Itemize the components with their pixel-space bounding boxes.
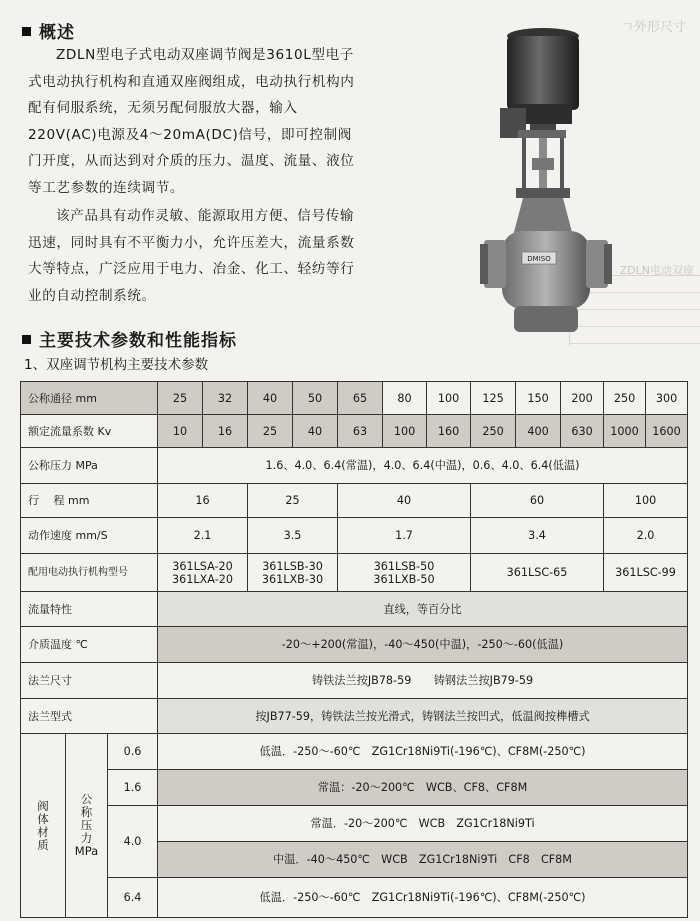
paragraph-text: 该产品具有动作灵敏、能源取用方便、信号传输迅速，同时具有不平衡力小，允许压差大，流量系数大等特点，广泛应用于电力、冶金、化工、轻纺等行业的自动控制系统。 xyxy=(28,208,355,304)
spec-table xyxy=(20,381,688,918)
row-material xyxy=(21,806,688,842)
dn-cell: 50 xyxy=(293,382,338,415)
kv-cell: 63 xyxy=(338,415,383,448)
material-desc: 常温：-20～200℃ WCB、CF8、CF8M xyxy=(158,770,688,806)
material-desc: 低温．-250～-60℃ ZG1Cr18Ni9Ti(-196℃)、CF8M(-250℃) xyxy=(158,734,688,770)
row-material xyxy=(21,734,688,770)
valve-photo xyxy=(478,26,618,341)
travel-cell: 100 xyxy=(604,484,688,518)
label-char: 材 xyxy=(37,824,49,839)
dn-cell: 32 xyxy=(203,382,248,415)
row-speed xyxy=(21,518,688,554)
label-char: 公 xyxy=(80,792,93,806)
speed-cell: 2.1 xyxy=(158,518,248,554)
bleed-caption: ZDLN电动双座 xyxy=(619,264,694,277)
actuator-model: 361LSB-30 xyxy=(262,559,323,573)
label-char: 质 xyxy=(37,837,49,852)
label-char: 阀 xyxy=(37,798,49,813)
speed-cell: 3.4 xyxy=(471,518,604,554)
label-actuator: 配用电动执行机构型号 xyxy=(21,554,158,592)
label-kv: 额定流量系数 Kv xyxy=(21,415,158,448)
material-pn: 0.6 xyxy=(108,734,158,770)
kv-cell: 40 xyxy=(293,415,338,448)
dn-cell: 80 xyxy=(383,382,427,415)
dn-cell: 150 xyxy=(516,382,561,415)
label-travel: 行 程 mm xyxy=(21,484,158,518)
flange-type-value: 按JB77-59，铸铁法兰按光滑式，铸钢法兰按凹式，低温阀按榫槽式 xyxy=(158,699,688,734)
material-desc: 常温．-20～200℃ WCB ZG1Cr18Ni9Ti xyxy=(158,806,688,842)
pn-value: 1.6、4.0、6.4(常温)，4.0、6.4(中温)，0.6、4.0、6.4(低温) xyxy=(158,448,688,484)
dn-cell: 125 xyxy=(471,382,516,415)
bullet-square-icon xyxy=(22,27,31,36)
bullet-square-icon xyxy=(22,335,31,344)
kv-cell: 160 xyxy=(427,415,471,448)
row-flange-size xyxy=(21,663,688,699)
row-material xyxy=(21,770,688,806)
row-kv xyxy=(21,415,688,448)
kv-cell: 16 xyxy=(203,415,248,448)
kv-cell: 630 xyxy=(561,415,604,448)
dn-cell: 65 xyxy=(338,382,383,415)
material-desc: 低温．-250～-60℃ ZG1Cr18Ni9Ti(-196℃)、CF8M(-250℃) xyxy=(158,878,688,918)
label-flow: 流量特性 xyxy=(21,592,158,627)
dn-cell: 100 xyxy=(427,382,471,415)
label-char: 力 xyxy=(80,831,93,845)
material-pn: 4.0 xyxy=(108,806,158,878)
kv-cell: 100 xyxy=(383,415,427,448)
label-temp: 介质温度 ℃ xyxy=(21,627,158,663)
row-pn xyxy=(21,448,688,484)
label-pn: 公称压力 MPa xyxy=(21,448,158,484)
label-char: 压 xyxy=(80,818,93,832)
paragraph-text: ZDLN型电子式电动双座调节阀是3610L型电子式电动执行机构和直通双座阀组成，电动执行机构内配有伺服系统，无须另配伺服放大器，输入220V(AC)电源及4～20mA(DC)信号，即可控制阀门开度，从而达到对介质的压力、温度、流量、液位等工艺参数的连续调节。 xyxy=(28,47,355,196)
row-flange-type xyxy=(21,699,688,734)
label-dn: 公称通径 mm xyxy=(21,382,158,415)
actuator-cell xyxy=(158,554,248,592)
row-temp xyxy=(21,627,688,663)
bleed-title: ㄱ外形尺寸 xyxy=(621,20,686,35)
actuator-model: 361LXB-30 xyxy=(261,572,324,586)
kv-cell: 1600 xyxy=(646,415,688,448)
label-speed: 动作速度 mm/S xyxy=(21,518,158,554)
actuator-cell xyxy=(248,554,338,592)
material-label xyxy=(21,734,66,918)
flow-value: 直线，等百分比 xyxy=(158,592,688,627)
kv-cell: 250 xyxy=(471,415,516,448)
heading-text: 主要技术参数和性能指标 xyxy=(39,331,237,351)
travel-cell: 40 xyxy=(338,484,471,518)
overview-paragraph-1 xyxy=(28,42,358,201)
heading-text: 概述 xyxy=(39,23,75,43)
row-material xyxy=(21,878,688,918)
kv-cell: 25 xyxy=(248,415,293,448)
travel-cell: 25 xyxy=(248,484,338,518)
actuator-cell xyxy=(338,554,471,592)
label-char: 体 xyxy=(37,811,49,826)
temp-value: -20～+200(常温)，-40～450(中温)，-250～-60(低温) xyxy=(158,627,688,663)
row-flow xyxy=(21,592,688,627)
row-actuator xyxy=(21,554,688,592)
actuator-model: 361LSB-50 xyxy=(373,559,435,573)
dn-cell: 40 xyxy=(248,382,293,415)
overview-paragraph-2 xyxy=(28,203,358,309)
label-char: MPa xyxy=(74,844,99,858)
actuator-cell: 361LSC-65 xyxy=(471,554,604,592)
actuator-cell: 361LSC-99 xyxy=(604,554,688,592)
dn-cell: 300 xyxy=(646,382,688,415)
label-flange-size: 法兰尺寸 xyxy=(21,663,158,699)
kv-cell: 400 xyxy=(516,415,561,448)
speed-cell: 1.7 xyxy=(338,518,471,554)
label-char: 称 xyxy=(80,805,93,819)
material-desc: 中温．-40～450℃ WCB ZG1Cr18Ni9Ti CF8 CF8M xyxy=(158,842,688,878)
row-dn xyxy=(21,382,688,415)
section-heading-specs xyxy=(22,326,237,351)
actuator-model: 361LXA-20 xyxy=(172,572,233,586)
flange-size-value: 铸铁法兰按JB78-59 铸钢法兰按JB79-59 xyxy=(158,663,688,699)
dn-cell: 25 xyxy=(158,382,203,415)
material-pn: 1.6 xyxy=(108,770,158,806)
valve-nameplate: DMISO xyxy=(527,255,551,263)
speed-cell: 2.0 xyxy=(604,518,688,554)
actuator-model: 361LXB-50 xyxy=(373,572,435,586)
row-travel xyxy=(21,484,688,518)
travel-cell: 60 xyxy=(471,484,604,518)
material-pn: 6.4 xyxy=(108,878,158,918)
travel-cell: 16 xyxy=(158,484,248,518)
label-flange-type: 法兰型式 xyxy=(21,699,158,734)
section-heading-overview xyxy=(22,18,75,43)
actuator-model: 361LSA-20 xyxy=(172,559,233,573)
kv-cell: 1000 xyxy=(604,415,646,448)
dn-cell: 200 xyxy=(561,382,604,415)
pressure-label xyxy=(66,734,108,918)
kv-cell: 10 xyxy=(158,415,203,448)
dn-cell: 250 xyxy=(604,382,646,415)
sub-heading: 1、双座调节机构主要技术参数 xyxy=(24,357,209,373)
speed-cell: 3.5 xyxy=(248,518,338,554)
